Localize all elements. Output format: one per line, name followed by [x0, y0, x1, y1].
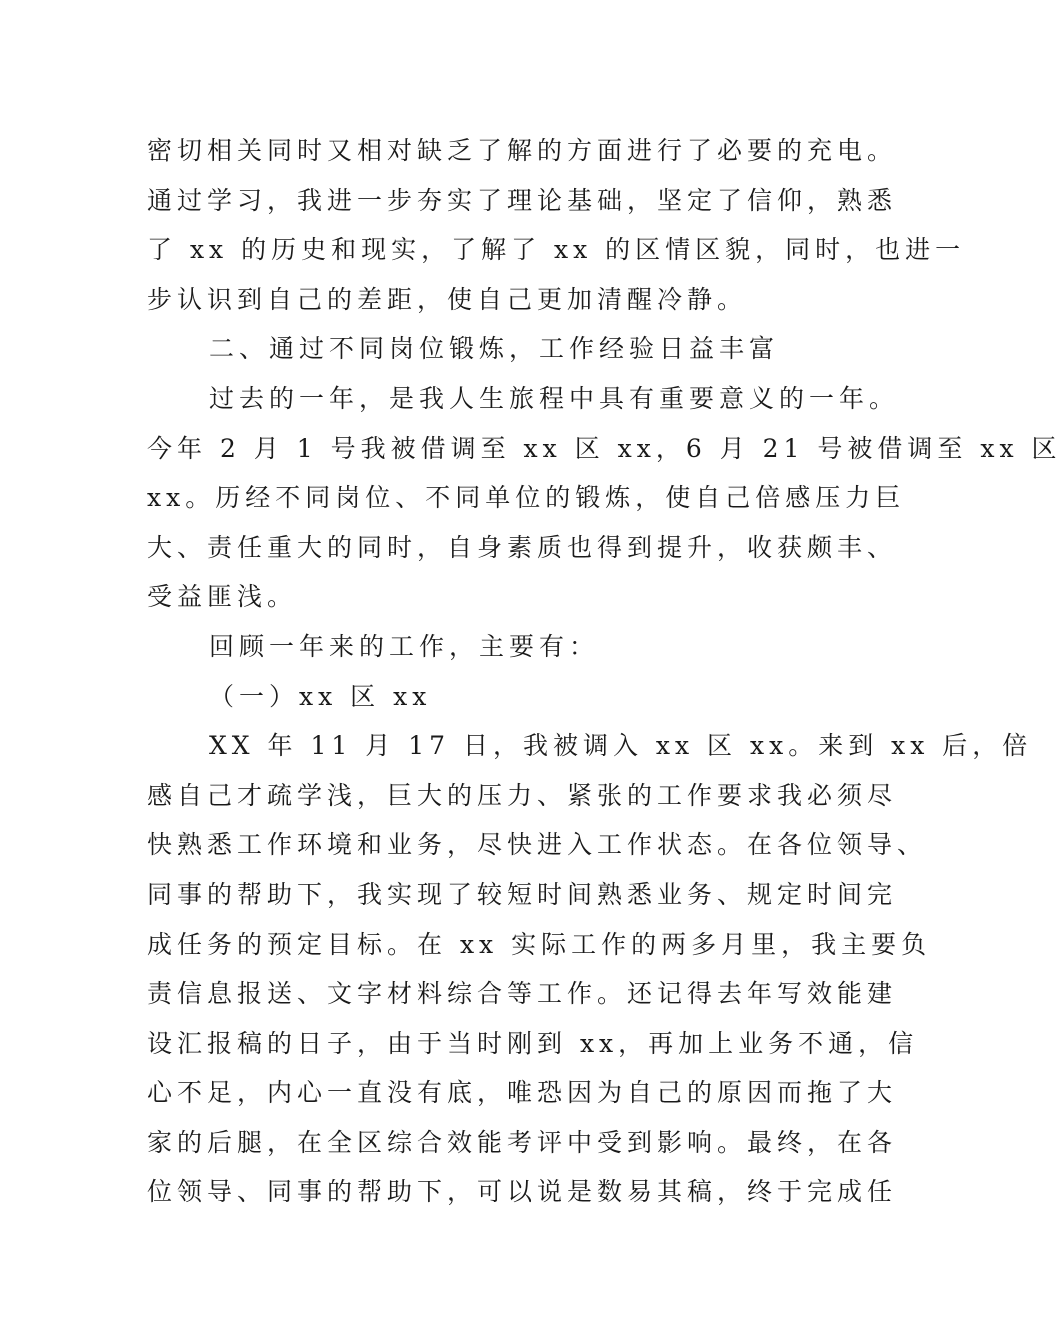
document-body	[147, 126, 1062, 1217]
text-line: （一）xx 区 xx	[209, 681, 432, 711]
text-line: 同事的帮助下，我实现了较短时间熟悉业务、规定时间完	[147, 879, 898, 909]
text-line: 密切相关同时又相对缺乏了解的方面进行了必要的充电。	[147, 136, 898, 165]
text-line: 成任务的预定目标。在 xx 实际工作的两多月里，我主要负	[147, 929, 932, 959]
text-line: 大、责任重大的同时，自身素质也得到提升，收获颇丰、	[147, 532, 898, 562]
text-line: 通过学习，我进一步夯实了理论基础，坚定了信仰，熟悉	[147, 185, 898, 215]
text-line: 今年 2 月 1 号我被借调至 xx 区 xx，6 月 21 号被借调至 xx 区	[147, 433, 1062, 463]
text-line: 步认识到自己的差距，使自己更加清醒冷静。	[147, 284, 748, 314]
text-line: 责信息报送、文字材料综合等工作。还记得去年写效能建	[147, 979, 898, 1009]
text-line: 回顾一年来的工作，主要有：	[209, 631, 600, 661]
text-line: XX 年 11 月 17 日，我被调入 xx 区 xx。来到 xx 后，倍	[209, 731, 1033, 761]
text-line: 了 xx 的历史和现实，了解了 xx 的区情区貌，同时，也进一	[147, 235, 966, 265]
text-line: 过去的一年，是我人生旅程中具有重要意义的一年。	[209, 383, 900, 413]
text-line: 快熟悉工作环境和业务，尽快进入工作状态。在各位领导、	[147, 830, 928, 860]
text-line: 感自己才疏学浅，巨大的压力、紧张的工作要求我必须尽	[147, 780, 898, 810]
text-line: xx。历经不同岗位、不同单位的锻炼，使自己倍感压力巨	[147, 483, 906, 513]
text-line: 受益匪浅。	[147, 582, 298, 612]
text-line: 家的后腿，在全区综合效能考评中受到影响。最终，在各	[147, 1127, 898, 1157]
text-line: 位领导、同事的帮助下，可以说是数易其稿，终于完成任	[147, 1177, 898, 1207]
text-line: 设汇报稿的日子，由于当时刚到 xx，再加上业务不通，信	[147, 1028, 919, 1058]
text-line: 二、通过不同岗位锻炼，工作经验日益丰富	[209, 334, 780, 364]
text-line: 心不足，内心一直没有底，唯恐因为自己的原因而拖了大	[147, 1078, 898, 1108]
